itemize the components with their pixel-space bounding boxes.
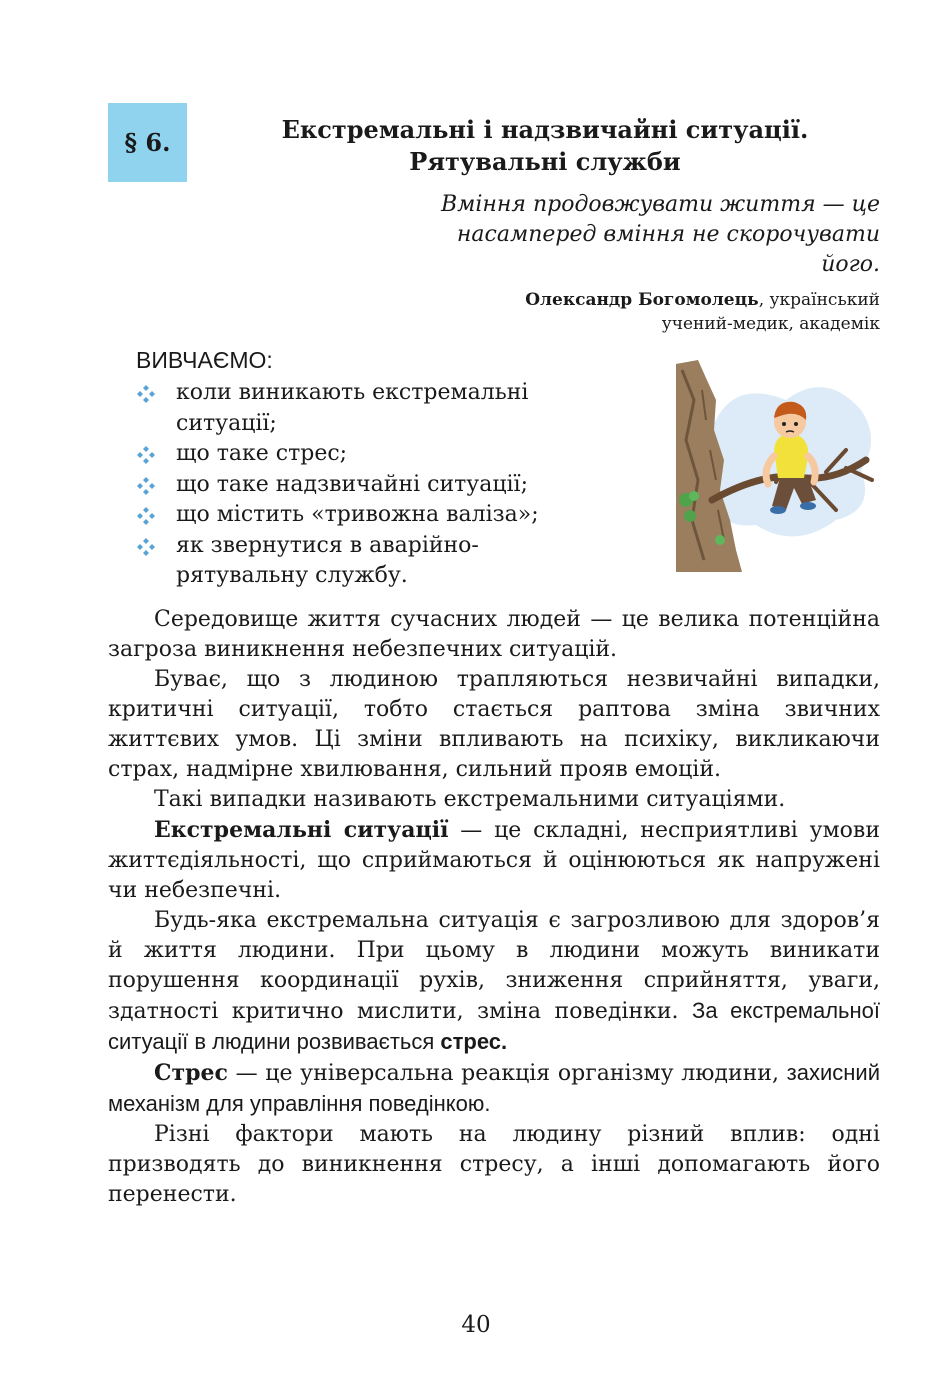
title-line-1: Екстремальні і надзвичайні ситуації.	[281, 115, 809, 144]
list-item-line-1: що таке надзвичайні ситуації;	[176, 471, 528, 497]
page-number: 40	[461, 1312, 491, 1338]
term-stress-definition: Стрес	[154, 1060, 228, 1086]
study-list	[136, 378, 606, 592]
list-item	[136, 470, 606, 501]
list-item-line-1: коли виникають екстремальні	[176, 380, 529, 405]
diamond-bullet-icon	[136, 476, 156, 496]
study-heading: ВИВЧАЄМО:	[136, 347, 273, 373]
lesson-title	[210, 114, 880, 178]
list-item	[136, 439, 606, 470]
diamond-bullet-icon	[136, 445, 156, 465]
list-item	[136, 531, 606, 592]
term-stress: стрес.	[440, 1029, 508, 1054]
boy-on-tree-branch-icon	[676, 360, 876, 572]
list-item-line-1: що містить «тривожна валіза»;	[176, 502, 539, 527]
epigraph-author	[360, 288, 880, 336]
title-line-2: Рятувальні служби	[409, 147, 681, 176]
section-number: § 6.	[124, 128, 171, 157]
epigraph-line-3: його.	[821, 252, 880, 277]
paragraph: Будь-яка екстремальна ситуація є загрозливою для здоров’я й життя людини. При цьому в людини можуть виникати порушення координації рухів, зниження сприйняття, уваги, здатності критично мислити, зміна поведінки. За екстремальної ситуації в людини розвивається стрес.	[108, 908, 880, 1054]
epigraph-line-2: насамперед вміння не скорочувати	[456, 222, 880, 247]
list-item-line-2: рятувальну службу.	[176, 563, 408, 588]
epigraph-line-1: Вміння продовжувати життя — це	[440, 192, 880, 217]
diamond-bullet-icon	[136, 537, 156, 557]
paragraph: Такі випадки називають екстремальними ситуаціями.	[154, 787, 786, 812]
paragraph: Стрес — це універсальна реакція організму людини, захисний механізм для управління поведінкою.	[108, 1060, 880, 1116]
section-number-badge	[108, 103, 187, 182]
list-item-line-1: що таке стрес;	[176, 441, 348, 466]
list-item	[136, 378, 606, 439]
list-item-line-1: як звернутися в аварійно-	[176, 532, 479, 558]
author-desc-1: , український	[758, 290, 880, 310]
paragraph: Середовище життя сучасних людей — це велика потенційна загроза виникнення небезпечних ситуацій.	[108, 607, 880, 662]
list-item	[136, 500, 606, 531]
diamond-bullet-icon	[136, 384, 156, 404]
author-name: Олександр Богомолець	[525, 290, 759, 310]
term-extreme-situations: Екстремальні ситуації	[154, 817, 449, 843]
paragraph: Буває, що з людиною трапляються незвичайні випадки, критичні ситуації, тобто стається раптова зміна звичних життєвих умов. Ці зміни впливають на психіку, викликаючи страх, надмірне хвилювання, сильний прояв емоцій.	[108, 667, 880, 782]
epigraph-quote	[360, 190, 880, 280]
paragraph: Екстремальні ситуації — це складні, несприятливі умови життєдіяльності, що сприймаються й оцінюються як напружені чи небезпечні.	[108, 817, 880, 903]
diamond-bullet-icon	[136, 506, 156, 526]
main-text	[108, 605, 880, 1210]
author-desc-2: учений-медик, академік	[661, 314, 880, 334]
paragraph: Різні фактори мають на людину різний вплив: одні призводять до виникнення стресу, а інші допомагають його перенести.	[108, 1122, 880, 1207]
list-item-line-2: ситуації;	[176, 410, 277, 436]
